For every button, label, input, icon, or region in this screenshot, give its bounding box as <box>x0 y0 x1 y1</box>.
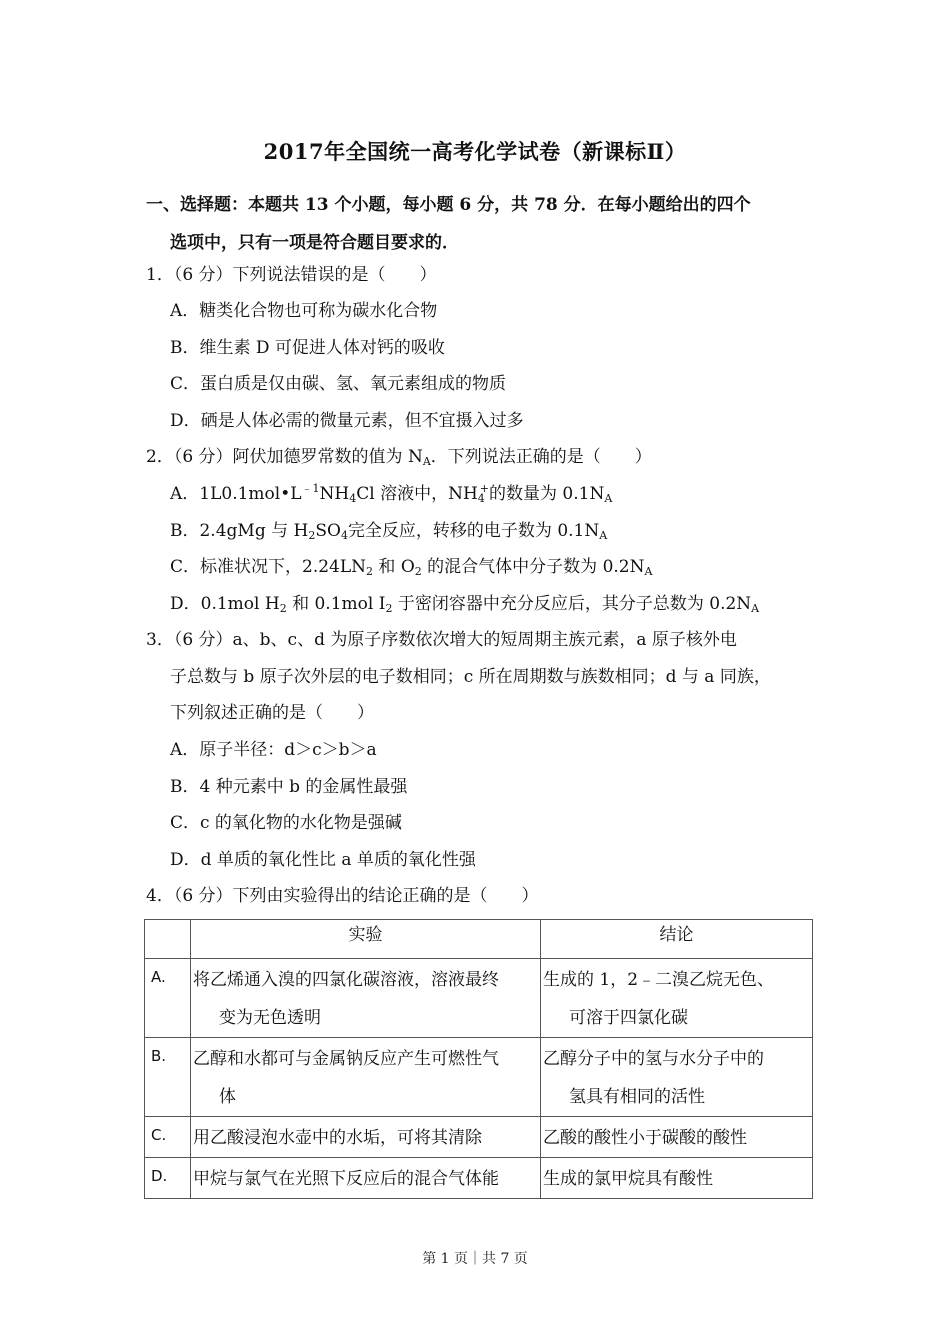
page-title: 2017年全国统一高考化学试卷（新课标Ⅱ） <box>263 139 687 164</box>
cell-text: 可溶于四氯化碳 <box>569 1008 688 1028</box>
q2a-text: Cl 溶液中，NH <box>356 484 478 504</box>
q2d-sub: A <box>751 602 760 615</box>
table-row <box>145 1158 813 1199</box>
section-heading-line1: 一、选择题：本题共 13 个小题，每小题 6 分，共 78 分．在每小题给出的四个 <box>146 195 751 215</box>
row-label-b: B. <box>145 1038 191 1117</box>
row-d-conclusion <box>541 1158 813 1199</box>
cell-text: 体 <box>219 1087 236 1107</box>
q2a-sub: A <box>604 492 613 505</box>
question-3-option-a: A．原子半径：d＞c＞b＞a <box>170 740 377 760</box>
question-1-stem: 1．（6 分）下列说法错误的是（ ） <box>146 265 437 285</box>
table-header-conclusion: 结论 <box>541 920 813 959</box>
cell-text: 乙酸的酸性小于碳酸的酸性 <box>543 1128 747 1148</box>
q2b-sub: 2 <box>308 529 316 542</box>
q2a-text: A．1L0.1mol•L <box>170 484 302 504</box>
q2d-sub: 2 <box>279 602 287 615</box>
row-c-conclusion <box>541 1117 813 1158</box>
question-3-stem-line2: 子总数与 b 原子次外层的电子数相同；c 所在周期数与族数相同；d 与 a 同族， <box>170 667 771 687</box>
q2b-sub: 4 <box>340 529 348 542</box>
question-3-stem-line1: 3．（6 分）a、b、c、d 为原子序数依次增大的短周期主族元素，a 原子核外电 <box>146 630 737 650</box>
question-1-option-d: D．硒是人体必需的微量元素，但不宜摄入过多 <box>170 411 524 431</box>
question-2-option-b <box>170 520 607 542</box>
page-footer: 第 1 页｜共 7 页 <box>422 1251 528 1267</box>
q2d-text: 于密闭容器中充分反应后，其分子总数为 0.2N <box>392 594 752 614</box>
table-row <box>145 1117 813 1158</box>
q2c-sub: A <box>644 565 653 578</box>
table-row <box>145 959 813 1038</box>
cell-text: 将乙烯通入溴的四氯化碳溶液，溶液最终 <box>193 970 499 990</box>
q2a-sup: ﹣1 <box>301 482 320 495</box>
q2c-text: C．标准状况下，2.24LN <box>170 557 367 577</box>
cell-text: 甲烷与氯气在光照下反应后的混合气体能 <box>193 1169 499 1189</box>
table-row <box>145 1038 813 1117</box>
q2b-sub: A <box>599 529 608 542</box>
q2-stem-text: 2．（6 分）阿伏加德罗常数的值为 N <box>146 447 423 467</box>
q2a-sub: 4 <box>349 492 357 505</box>
table-header-experiment: 实验 <box>191 920 541 959</box>
q2-stem-text-end: ．下列说法正确的是（ ） <box>430 447 652 467</box>
q2a-text: NH <box>319 484 350 504</box>
row-label-c: C. <box>145 1117 191 1158</box>
table-header-row <box>145 920 813 959</box>
cell-text: 用乙酸浸泡水壶中的水垢，可将其清除 <box>193 1128 482 1148</box>
question-2-option-a <box>170 483 612 505</box>
row-d-experiment <box>191 1158 541 1199</box>
question-1-option-b: B．维生素 D 可促进人体对钙的吸收 <box>170 338 445 358</box>
q2b-text: SO <box>315 521 341 541</box>
q2-stem-sub: A <box>422 455 431 468</box>
row-a-experiment <box>191 959 541 1038</box>
question-3-option-d: D．d 单质的氧化性比 a 单质的氧化性强 <box>170 850 476 870</box>
q2d-sub: 2 <box>385 602 393 615</box>
question-2-option-c <box>170 556 652 578</box>
section-heading-line2: 选项中，只有一项是符合题目要求的． <box>170 233 459 253</box>
question-2-option-d <box>170 593 759 615</box>
row-b-conclusion <box>541 1038 813 1117</box>
cell-text: 乙醇分子中的氢与水分子中的 <box>543 1049 764 1069</box>
experiment-table <box>144 919 813 1199</box>
question-3-option-b: B．4 种元素中 b 的金属性最强 <box>170 777 408 797</box>
q2d-text: 和 0.1mol I <box>286 594 386 614</box>
q2a-sup: + <box>479 482 490 495</box>
q2b-text: B．2.4gMg 与 H <box>170 521 309 541</box>
table-header-blank <box>145 920 191 959</box>
cell-text: 变为无色透明 <box>219 1008 321 1028</box>
q2a-text: 的数量为 0.1N <box>489 484 605 504</box>
question-1-option-a: A．糖类化合物也可称为碳水化合物 <box>170 301 438 321</box>
cell-text: 生成的 1，2﹣二溴乙烷无色、 <box>543 970 775 990</box>
q2a-sub: 4 <box>477 492 485 505</box>
row-b-experiment <box>191 1038 541 1117</box>
cell-text: 乙醇和水都可与金属钠反应产生可燃性气 <box>193 1049 499 1069</box>
cell-text: 氢具有相同的活性 <box>569 1087 705 1107</box>
question-2-stem <box>146 446 652 468</box>
question-3-option-c: C．c 的氧化物的水化物是强碱 <box>170 813 402 833</box>
row-label-a: A. <box>145 959 191 1038</box>
question-4-stem: 4．（6 分）下列由实验得出的结论正确的是（ ） <box>146 886 539 906</box>
question-3-stem-line3: 下列叙述正确的是（ ） <box>170 703 374 723</box>
q2b-text: 完全反应，转移的电子数为 0.1N <box>347 521 600 541</box>
q2c-sub: 2 <box>414 565 422 578</box>
row-a-conclusion <box>541 959 813 1038</box>
q2d-text: D．0.1mol H <box>170 594 280 614</box>
row-c-experiment <box>191 1117 541 1158</box>
cell-text: 生成的氯甲烷具有酸性 <box>543 1169 713 1189</box>
q2c-text: 和 O <box>373 557 415 577</box>
row-label-d: D. <box>145 1158 191 1199</box>
q2c-sub: 2 <box>366 565 374 578</box>
q2c-text: 的混合气体中分子数为 0.2N <box>421 557 645 577</box>
question-1-option-c: C．蛋白质是仅由碳、氢、氧元素组成的物质 <box>170 374 507 394</box>
